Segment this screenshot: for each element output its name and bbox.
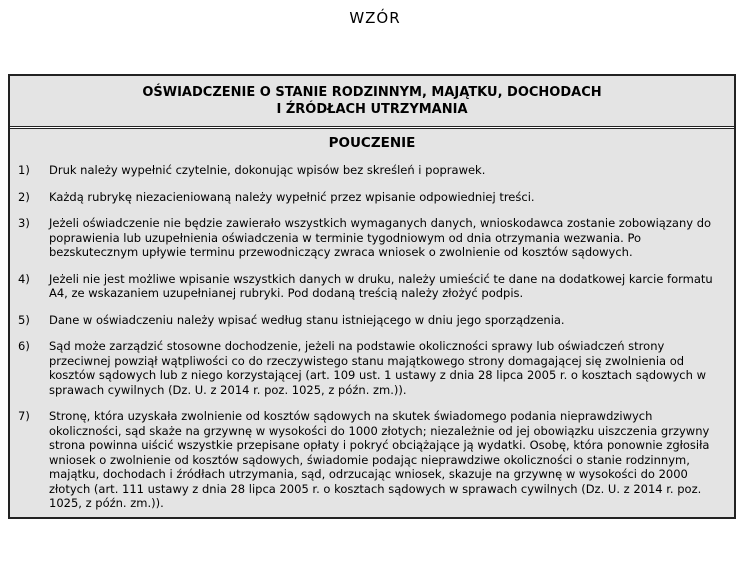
instruction-item — [10, 272, 734, 301]
item-number: 5) — [18, 312, 30, 327]
item-number: 7) — [18, 409, 30, 423]
form-box — [8, 74, 736, 519]
item-text: Sąd może zarządzić stosowne dochodzenie, jeżeli na podstawie okoliczności sprawy lub oświadczeń strony przeciwnej powziął wątpliwości co do rzeczywistego stanu majątkowego strony domagającej się zwolnienia od kosztów sądowych lub z niego korzystającej (art. 109 ust. 1 ustawy z dnia 28 lipca 2005 r. o kosztach sądowych w sprawach cywilnych (Dz. U. z 2014 r. poz. 1025, z późn. zm.)). — [49, 339, 706, 397]
item-text: Stronę, która uzyskała zwolnienie od kosztów sądowych na skutek świadomego podania nieprawdziwych okoliczności, sąd skaże na grzywnę w wysokości do 1000 złotych; niezależnie od jej obowiązku uiszczenia grzywny strona powinna uiścić wszystkie przepisane opłaty i pokryć obciążające ją wydatki. Osobę, która ponownie zgłosiła wniosek o zwolnienie od kosztów sądowych, świadomie podając nieprawdziwe okoliczności o stanie rodzinnym, majątku, dochodach i źródłach utrzymania, sąd, odrzucając wniosek, skazuje na grzywnę w wysokości do 2000 złotych (art. 111 ustawy z dnia 28 lipca 2005 r. o kosztach sądowych w sprawach cywilnych (Dz. U. z 2014 r. poz. 1025, z późn. zm.)). — [49, 409, 710, 510]
section-heading: POUCZENIE — [328, 135, 416, 151]
item-number: 1) — [18, 163, 30, 177]
pouczenie-section — [10, 128, 734, 517]
item-text: Dane w oświadczeniu należy wpisać według stanu istniejącego w dniu jego sporządzenia. — [49, 312, 565, 327]
instruction-list — [10, 154, 734, 511]
form-title-line2: I ŹRÓDŁACH UTRZYMANIA — [276, 102, 468, 117]
item-text: Jeżeli nie jest możliwe wpisanie wszystkich danych w druku, należy umieścić te dane na dodatkowej karcie formatu A4, ze wskazaniem uzupełnianej rubryki. Pod dodaną treścią należy złożyć podpis. — [49, 271, 713, 300]
item-number: 2) — [18, 189, 30, 204]
item-number: 3) — [18, 216, 30, 230]
item-text: Druk należy wypełnić czytelnie, dokonując wpisów bez skreśleń i poprawek. — [49, 163, 486, 177]
instruction-item — [10, 163, 734, 178]
item-text: Każdą rubrykę niezacieniowaną należy wypełnić przez wpisanie odpowiedniej treści. — [49, 189, 535, 204]
item-number: 4) — [18, 271, 30, 286]
instruction-item — [10, 409, 734, 511]
item-number: 6) — [18, 339, 30, 353]
item-text: Jeżeli oświadczenie nie będzie zawierało wszystkich wymaganych danych, wnioskodawca zostanie zobowiązany do poprawienia lub uzupełnienia oświadczenia w terminie tygodniowym od dnia otrzymania wezwania. Po bezskutecznym upływie terminu przewodniczący zwraca wniosek o zwolnienie od kosztów sądowych. — [49, 216, 712, 259]
page-title: WZÓR — [349, 9, 401, 27]
instruction-item — [10, 216, 734, 260]
instruction-item — [10, 313, 734, 328]
form-title — [10, 76, 734, 127]
form-title-line1: OŚWIADCZENIE O STANIE RODZINNYM, MAJĄTKU, DOCHODACH — [142, 85, 602, 100]
instruction-item — [10, 190, 734, 205]
instruction-item — [10, 339, 734, 397]
